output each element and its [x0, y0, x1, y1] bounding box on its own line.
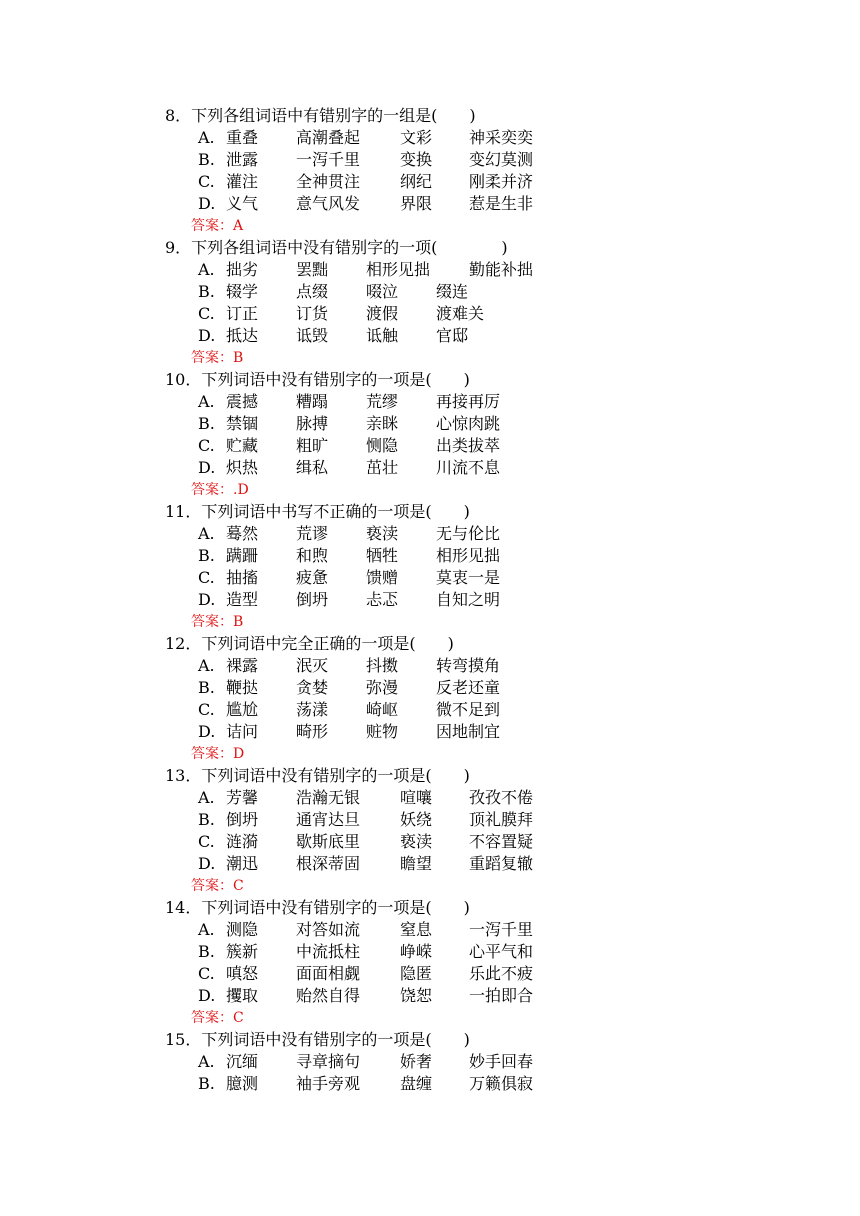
option-word: 神采奕奕 — [469, 128, 534, 147]
option-word: 造型 — [226, 590, 259, 609]
option-word: 微不足到 — [436, 700, 501, 719]
option-word: 妙手回春 — [469, 1052, 534, 1071]
option-word: 涟漪 — [226, 832, 259, 851]
option-word: 变幻莫测 — [469, 150, 534, 169]
option-label: A. — [198, 392, 215, 411]
option-word: 诋触 — [366, 326, 399, 345]
option-word: 渡假 — [366, 304, 399, 323]
option-word: 意气风发 — [296, 194, 361, 213]
question-stem: 13．下列词语中没有错别字的一项是( ) — [165, 766, 470, 785]
option-label: A. — [198, 128, 215, 147]
option-word: 界限 — [400, 194, 433, 213]
option-word: 诋毁 — [296, 326, 329, 345]
option-word: 亵渎 — [366, 524, 399, 543]
option-label: A. — [198, 1052, 215, 1071]
option-word: 啜泣 — [366, 282, 399, 301]
option-word: 勤能补拙 — [469, 260, 534, 279]
option-word: 盘缠 — [400, 1074, 433, 1093]
option-label: C. — [198, 436, 215, 455]
option-word: 莫衷一是 — [436, 568, 501, 587]
option-word: 因地制宜 — [436, 722, 501, 741]
option-label: B. — [198, 282, 215, 301]
option-word: 诘问 — [226, 722, 259, 741]
question-stem: 10．下列词语中没有错别字的一项是( ) — [165, 370, 470, 389]
option-word: 相形见拙 — [436, 546, 501, 565]
option-word: 重蹈复辙 — [469, 854, 534, 873]
option-word: 泄露 — [226, 150, 259, 169]
option-label: B. — [198, 810, 215, 829]
answer-text: 答案：.D — [191, 482, 249, 498]
answer-text: 答案：C — [191, 878, 244, 894]
option-word: 官邸 — [436, 326, 469, 345]
option-word: 瞻望 — [400, 854, 433, 873]
option-word: 测隐 — [226, 920, 259, 939]
option-word: 袖手旁观 — [296, 1074, 361, 1093]
option-word: 灌注 — [226, 172, 259, 191]
option-label: A. — [198, 788, 215, 807]
question-stem: 12．下列词语中完全正确的一项是( ) — [165, 634, 454, 653]
option-word: 再接再厉 — [436, 392, 501, 411]
option-word: 荒谬 — [296, 524, 329, 543]
option-label: A. — [198, 656, 215, 675]
option-word: 不容置疑 — [469, 832, 534, 851]
question-stem: 14．下列词语中没有错别字的一项是( ) — [165, 898, 470, 917]
option-word: 攫取 — [226, 986, 259, 1005]
option-label: D. — [198, 590, 216, 609]
option-word: 一泻千里 — [469, 920, 534, 939]
option-label: C. — [198, 700, 215, 719]
option-word: 抽搐 — [226, 568, 259, 587]
option-word: 转弯摸角 — [436, 656, 501, 675]
option-word: 忐忑 — [366, 590, 399, 609]
option-word: 高潮叠起 — [296, 128, 361, 147]
option-word: 义气 — [226, 194, 259, 213]
option-word: 嗔怒 — [226, 964, 259, 983]
option-label: B. — [198, 942, 215, 961]
option-word: 饶恕 — [400, 986, 433, 1005]
option-word: 订货 — [296, 304, 329, 323]
option-label: C. — [198, 964, 215, 983]
option-word: 粗旷 — [296, 436, 329, 455]
option-word: 文彩 — [400, 128, 433, 147]
option-word: 歇斯底里 — [296, 832, 361, 851]
option-word: 纲纪 — [400, 172, 433, 191]
option-label: D. — [198, 854, 216, 873]
question-stem: 8．下列各组词语中有错别字的一组是( ) — [165, 106, 476, 125]
option-word: 贮藏 — [226, 436, 259, 455]
option-word: 牺牲 — [366, 546, 399, 565]
option-word: 根深蒂固 — [296, 854, 361, 873]
option-word: 全神贯注 — [296, 172, 361, 191]
option-label: B. — [198, 546, 215, 565]
option-word: 亲眯 — [366, 414, 399, 433]
option-word: 震撼 — [226, 392, 259, 411]
question-stem: 11．下列词语中书写不正确的一项是( ) — [165, 502, 470, 521]
option-word: 出类拔萃 — [436, 436, 501, 455]
option-word: 簇新 — [226, 942, 259, 961]
option-label: D. — [198, 194, 216, 213]
option-word: 蓦然 — [226, 524, 259, 543]
option-word: 辍学 — [226, 282, 259, 301]
option-word: 臆测 — [226, 1074, 259, 1093]
option-word: 惹是生非 — [469, 194, 534, 213]
option-label: A. — [198, 524, 215, 543]
option-word: 妖绕 — [400, 810, 433, 829]
option-word: 川流不息 — [436, 458, 501, 477]
option-word: 罢黜 — [296, 260, 329, 279]
option-word: 无与伦比 — [436, 524, 501, 543]
answer-text: 答案：A — [191, 218, 244, 234]
option-word: 一泻千里 — [296, 150, 361, 169]
option-word: 面面相觑 — [296, 964, 361, 983]
option-word: 重叠 — [226, 128, 259, 147]
question-stem: 9．下列各组词语中没有错别字的一项( ) — [165, 238, 508, 257]
option-word: 沉缅 — [226, 1052, 259, 1071]
option-word: 裸露 — [226, 656, 259, 675]
option-word: 寻章摘句 — [296, 1052, 361, 1071]
question-stem: 15．下列词语中没有错别字的一项是( ) — [165, 1030, 470, 1049]
option-word: 渡难关 — [436, 304, 485, 323]
option-word: 顶礼膜拜 — [469, 810, 534, 829]
option-word: 潮迅 — [226, 854, 259, 873]
option-label: C. — [198, 568, 215, 587]
option-word: 通宵达旦 — [296, 810, 361, 829]
option-label: D. — [198, 986, 216, 1005]
option-label: C. — [198, 304, 215, 323]
option-word: 点缀 — [296, 282, 329, 301]
option-word: 缀连 — [436, 282, 469, 301]
option-word: 恻隐 — [366, 436, 399, 455]
option-word: 自知之明 — [436, 590, 501, 609]
option-word: 崎岖 — [366, 700, 399, 719]
answer-text: 答案：B — [191, 614, 244, 630]
option-word: 芳馨 — [226, 788, 259, 807]
option-word: 相形见拙 — [366, 260, 431, 279]
option-label: A. — [198, 260, 215, 279]
option-word: 一拍即合 — [469, 986, 534, 1005]
option-word: 刚柔并济 — [469, 172, 534, 191]
option-word: 畸形 — [296, 722, 329, 741]
option-word: 茁壮 — [366, 458, 399, 477]
option-label: A. — [198, 920, 215, 939]
option-word: 贻然自得 — [296, 986, 361, 1005]
option-word: 娇奢 — [400, 1052, 433, 1071]
option-word: 和煦 — [296, 546, 329, 565]
option-word: 窒息 — [400, 920, 433, 939]
option-word: 订正 — [226, 304, 259, 323]
option-word: 对答如流 — [296, 920, 361, 939]
option-word: 糟蹋 — [296, 392, 329, 411]
option-word: 万籁俱寂 — [469, 1074, 534, 1093]
option-label: B. — [198, 414, 215, 433]
option-word: 赃物 — [366, 722, 399, 741]
option-word: 缉私 — [296, 458, 329, 477]
option-word: 倒坍 — [296, 590, 329, 609]
option-word: 浩瀚无银 — [296, 788, 361, 807]
answer-text: 答案：D — [191, 746, 245, 762]
option-label: D. — [198, 326, 216, 345]
option-word: 鞭挞 — [226, 678, 259, 697]
option-word: 泯灭 — [296, 656, 329, 675]
option-word: 禁锢 — [226, 414, 259, 433]
option-word: 馈赠 — [366, 568, 399, 587]
option-label: B. — [198, 678, 215, 697]
answer-text: 答案：B — [191, 350, 244, 366]
option-label: B. — [198, 1074, 215, 1093]
option-label: C. — [198, 172, 215, 191]
option-word: 拙劣 — [226, 260, 259, 279]
option-word: 喧嚷 — [400, 788, 433, 807]
option-label: D. — [198, 722, 216, 741]
option-word: 抖擞 — [366, 656, 399, 675]
option-word: 弥漫 — [366, 678, 399, 697]
option-label: C. — [198, 832, 215, 851]
option-word: 尴尬 — [226, 700, 259, 719]
option-word: 疲惫 — [296, 568, 329, 587]
option-word: 隐匿 — [400, 964, 433, 983]
option-word: 反老还童 — [436, 678, 501, 697]
option-label: B. — [198, 150, 215, 169]
answer-text: 答案：C — [191, 1010, 244, 1026]
option-word: 峥嵘 — [400, 942, 433, 961]
option-word: 炽热 — [226, 458, 259, 477]
option-word: 倒坍 — [226, 810, 259, 829]
option-word: 亵渎 — [400, 832, 433, 851]
option-word: 荒缪 — [366, 392, 399, 411]
option-word: 抵达 — [226, 326, 259, 345]
option-label: D. — [198, 458, 216, 477]
option-word: 孜孜不倦 — [469, 788, 534, 807]
option-word: 乐此不疲 — [469, 964, 534, 983]
option-word: 荡漾 — [296, 700, 329, 719]
option-word: 心平气和 — [469, 942, 534, 961]
option-word: 中流抵柱 — [296, 942, 361, 961]
option-word: 脉搏 — [296, 414, 329, 433]
option-word: 变换 — [400, 150, 433, 169]
option-word: 贪婪 — [296, 678, 329, 697]
option-word: 蹒跚 — [226, 546, 259, 565]
option-word: 心惊肉跳 — [436, 414, 501, 433]
